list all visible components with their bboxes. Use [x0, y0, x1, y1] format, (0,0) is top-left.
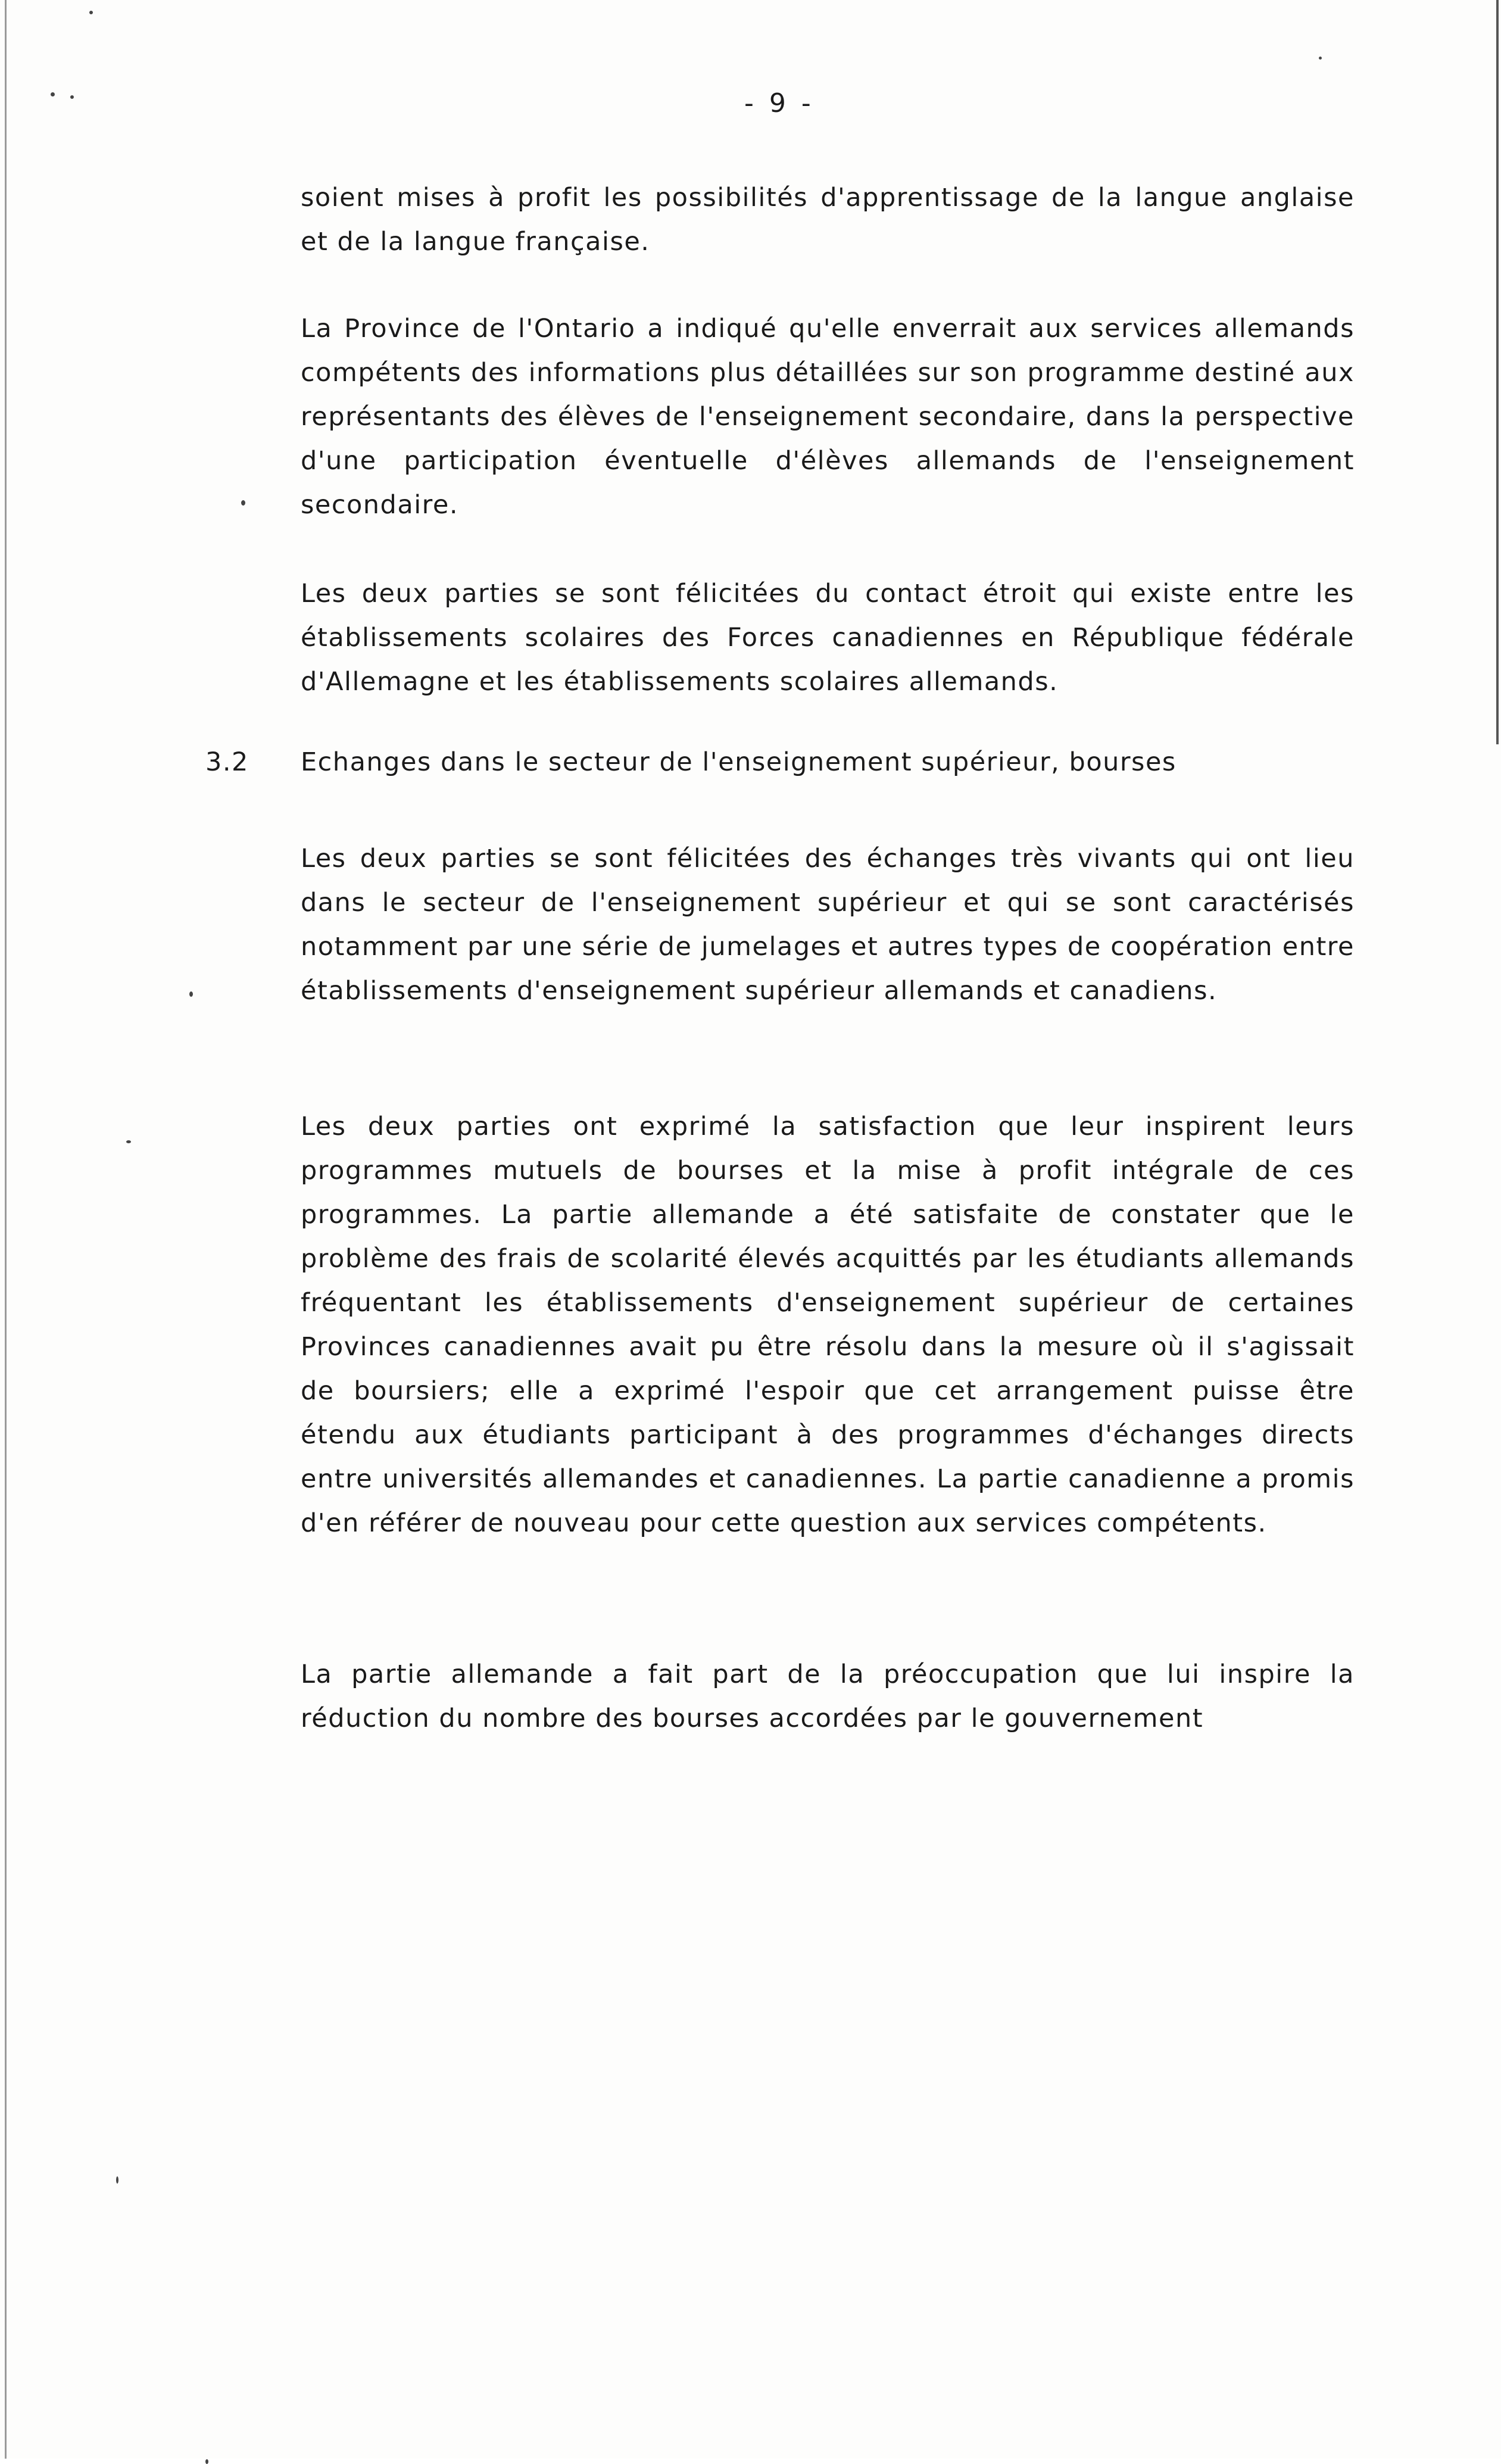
- scan-speck: [126, 1140, 131, 1143]
- scan-speck: [205, 2459, 208, 2464]
- paragraph-jumelages: Les deux parties se sont félicitées des échanges très vivants qui ont lieu dans le secteur de l'enseignement supérieur et qui se sont caractérisés notamment par une série de jumelages et autres types de coopération entre établissements d'enseignement supérieur allemands et canadiens.: [301, 844, 1355, 1006]
- scan-speck: [70, 95, 74, 99]
- scan-speck: [116, 2176, 118, 2184]
- page-number: - 9 -: [744, 88, 815, 118]
- paragraph-bourses: Les deux parties ont exprimé la satisfaction que leur inspirent leurs programmes mutuels de bourses et la mise à profit intégrale de ces programmes. La partie allemande a été satisfaite de constater que le problème des frais de scolarité élevés acquittés par les étudiants allemands fréquentant les établissements d'enseignement supérieur de certaines Provinces canadiennes avait pu être résolu dans la mesure où il s'agissait de boursiers; elle a exprimé l'espoir que cet arrangement puisse être étendu aux étudiants participant à des programmes d'échanges directs entre universités allemandes et canadiennes. La partie canadienne a promis d'en référer de nouveau pour cette question aux services compétents.: [301, 1112, 1355, 1538]
- scan-speck: [241, 500, 245, 506]
- section-number: 3.2: [205, 747, 249, 777]
- scan-left-border: [5, 0, 7, 2459]
- paragraph-continuation: soient mises à profit les possibilités d'apprentissage de la langue anglaise et de la langue française.: [301, 183, 1355, 257]
- scan-speck: [51, 92, 55, 96]
- paragraph-ontario: La Province de l'Ontario a indiqué qu'elle enverrait aux services allemands compétents des informations plus détaillées sur son programme destiné aux représentants des élèves de l'enseignement secondaire, dans la perspective d'une participation éventuelle d'élèves allemands de l'enseignement secondaire.: [301, 314, 1355, 520]
- scan-speck: [189, 991, 193, 997]
- scan-speck: [1319, 57, 1322, 60]
- scan-right-border: [1496, 0, 1499, 744]
- paragraph-reduction-bourses: La partie allemande a fait part de la préoccupation que lui inspire la réduction du nombre des bourses accordées par le gouvernement: [301, 1660, 1355, 1733]
- section-title: Echanges dans le secteur de l'enseignement supérieur, bourses: [301, 747, 1177, 777]
- scan-speck: [89, 11, 93, 14]
- paragraph-forces-canadiennes: Les deux parties se sont félicitées du contact étroit qui existe entre les établissements scolaires des Forces canadiennes en République fédérale d'Allemagne et les établissements scolaires allemands.: [301, 579, 1355, 697]
